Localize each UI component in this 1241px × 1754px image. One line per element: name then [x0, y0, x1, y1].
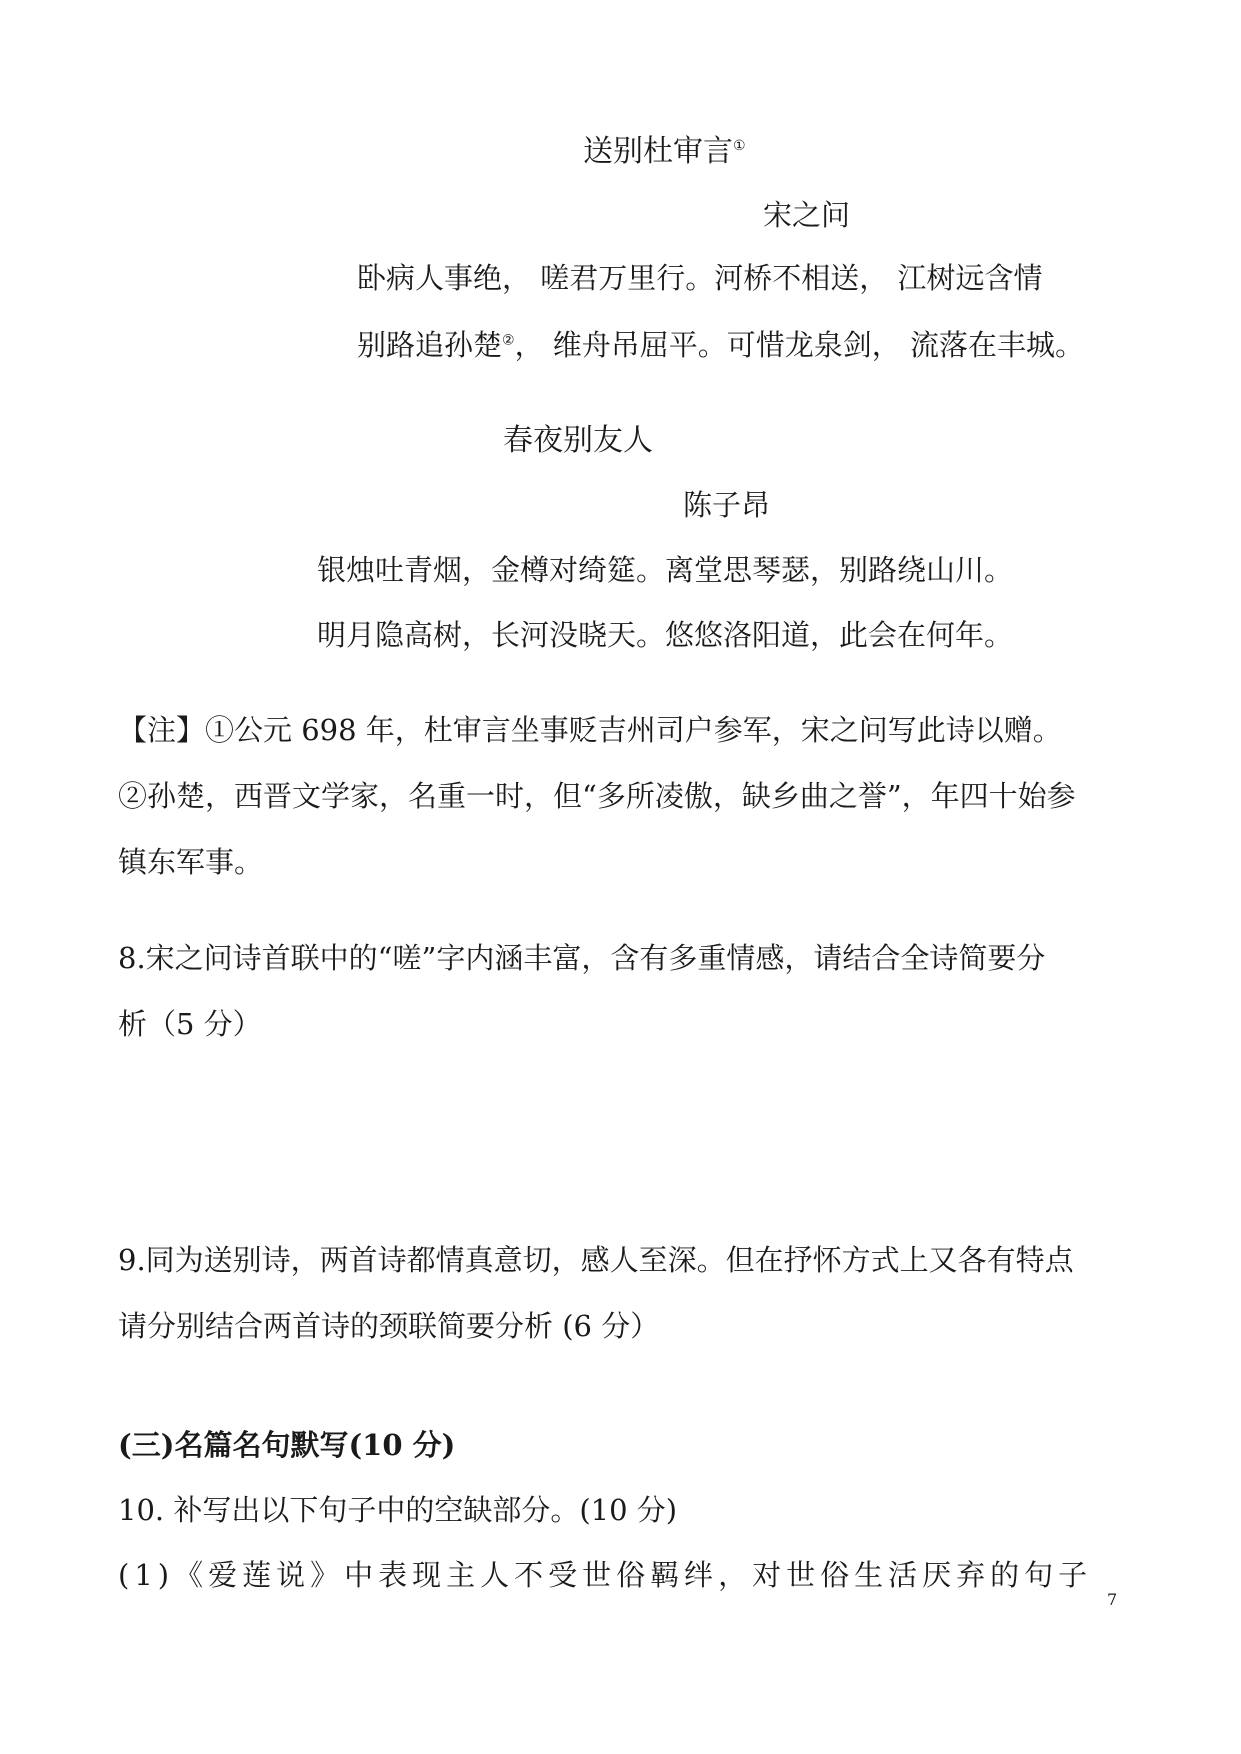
- notes-line3: 镇东军事。: [118, 845, 264, 879]
- section-3-heading: (三)名篇名句默写(10 分): [118, 1428, 456, 1462]
- question-10-item1: (1)《爱莲说》中表现主人不受世俗羁绊，对世俗生活厌弃的句子: [118, 1558, 1093, 1592]
- poem2-line2: 明月隐高树，长河没晓天。悠悠洛阳道，此会在何年。: [317, 618, 1014, 652]
- notes-line2: ②孙楚，西晋文学家，名重一时，但“多所凌傲，缺乡曲之誉”，年四十始参: [118, 779, 1076, 813]
- poem2-line1: 银烛吐青烟，金樽对绮筵。离堂思琴瑟，别路绕山川。: [317, 553, 1014, 587]
- question-8-line1: 8.宋之问诗首联中的“嗟”字内涵丰富，含有多重情感，请结合全诗简要分: [118, 941, 1046, 975]
- question-9-line2: 请分别结合两首诗的颈联简要分析 (6 分）: [118, 1309, 660, 1343]
- page-number: 7: [1107, 1590, 1118, 1609]
- poem1-title: [583, 132, 746, 172]
- poem1-line2: [357, 325, 1084, 365]
- poem1-line1: 卧病人事绝， 嗟君万里行。河桥不相送， 江树远含情: [357, 261, 1043, 295]
- poem1-line2-start: 别路追孙楚: [357, 328, 503, 362]
- poem1-line2-end: ， 维舟吊屈平。可惜龙泉剑， 流落在丰城。: [514, 328, 1085, 362]
- poem2-title: 春夜别友人: [503, 423, 653, 458]
- poem1-title-text: 送别杜审言: [583, 134, 733, 169]
- poem2-author: 陈子昂: [683, 488, 771, 522]
- question-10-line1: 10. 补写出以下句子中的空缺部分。(10 分): [118, 1493, 678, 1527]
- notes-line1: 【注】①公元 698 年，杜审言坐事贬吉州司户参军，宋之问写此诗以赠。: [118, 713, 1062, 747]
- question-9-line1: 9.同为送别诗，两首诗都情真意切，感人至深。但在抒怀方式上又各有特点: [118, 1243, 1074, 1277]
- poem1-author: 宋之问: [763, 198, 851, 232]
- poem1-line2-footnote-mark: ②: [502, 332, 515, 349]
- poem1-title-footnote-mark: ①: [733, 138, 746, 154]
- question-8-line2: 析（5 分）: [118, 1007, 262, 1041]
